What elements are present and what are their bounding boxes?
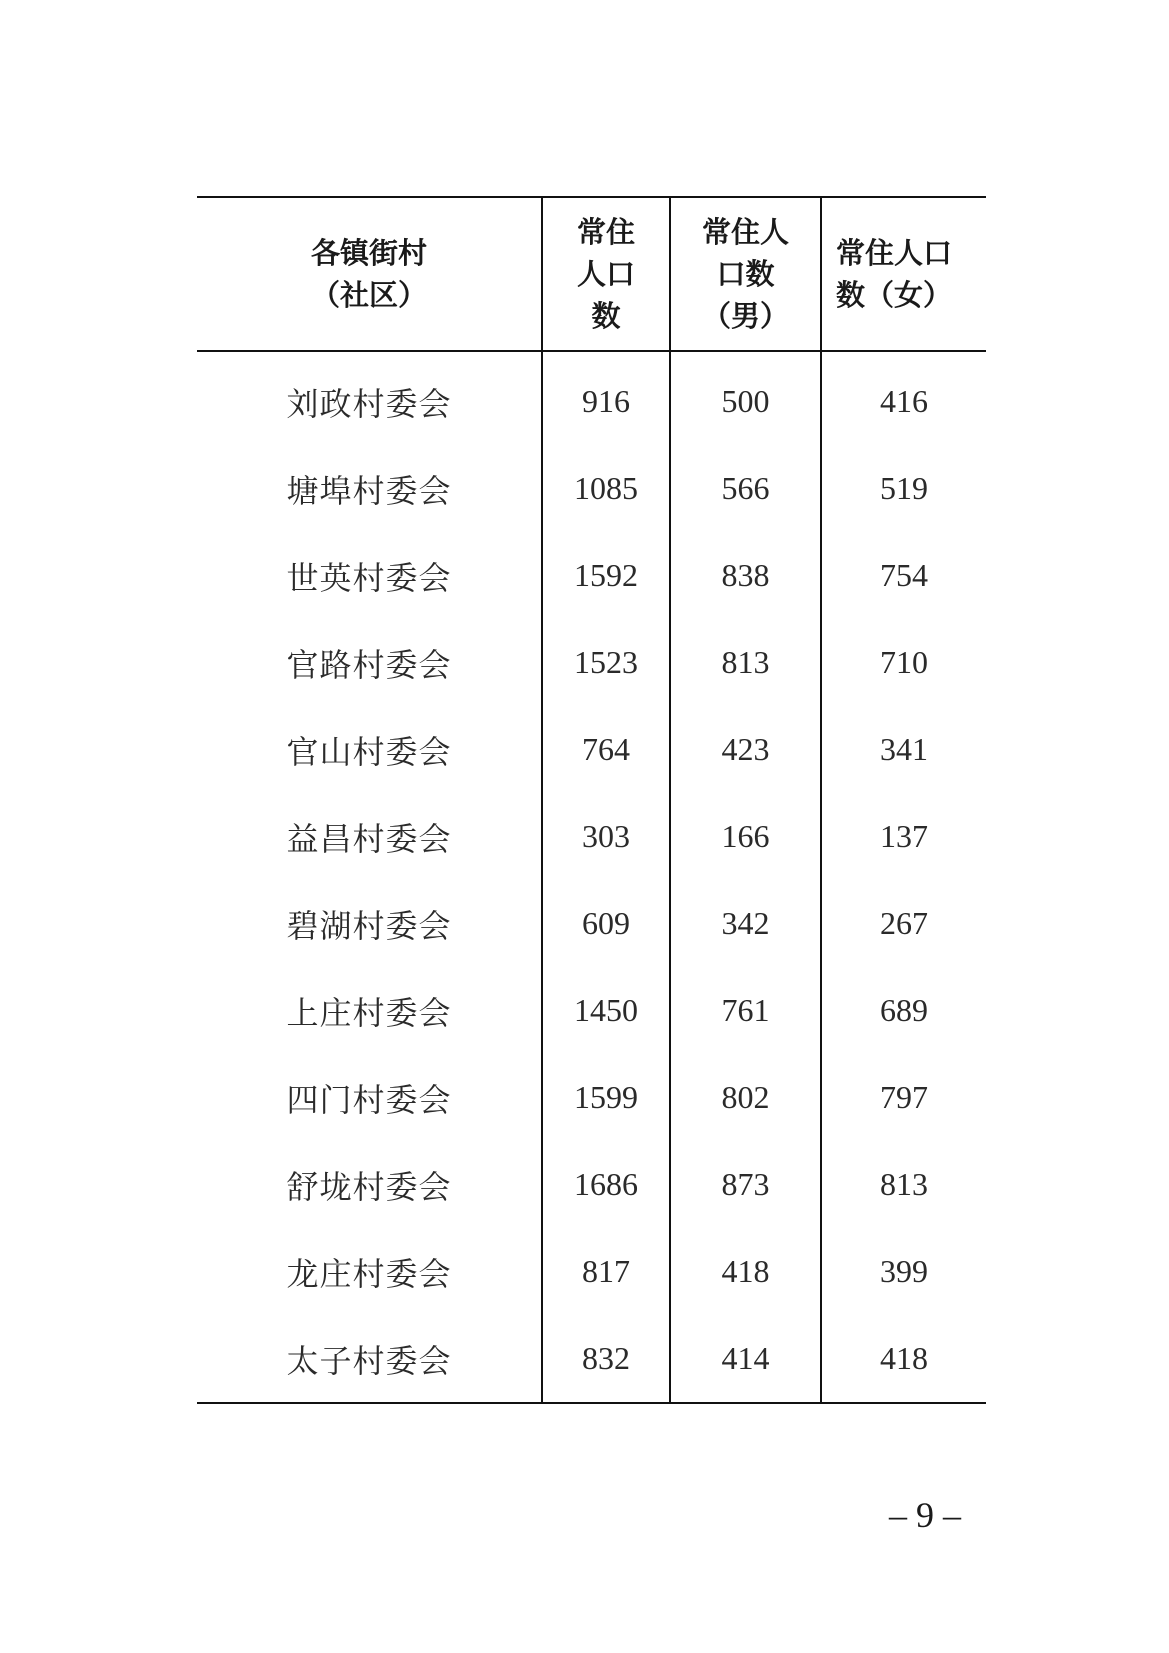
table-body [197, 351, 986, 1403]
resident-population-cell: 1592 [542, 532, 670, 619]
village-name-cell: 益昌村委会 [286, 819, 452, 858]
female-population-cell: 137 [821, 793, 986, 880]
village-name-cell: 四门村委会 [286, 1080, 452, 1119]
resident-population-cell: 609 [542, 880, 670, 967]
female-population-cell: 710 [821, 619, 986, 706]
table-row [197, 445, 986, 532]
table-row [197, 793, 986, 880]
female-population-cell: 418 [821, 1315, 986, 1403]
resident-population-cell: 1686 [542, 1141, 670, 1228]
female-population-cell: 399 [821, 1228, 986, 1315]
table-header-row [197, 197, 986, 351]
female-population-cell: 797 [821, 1054, 986, 1141]
male-population-cell: 838 [670, 532, 821, 619]
male-population-cell: 166 [670, 793, 821, 880]
village-name-cell: 世英村委会 [286, 558, 452, 597]
resident-population-cell: 764 [542, 706, 670, 793]
male-population-cell: 500 [670, 351, 821, 445]
male-population-cell: 566 [670, 445, 821, 532]
resident-population-cell: 916 [542, 351, 670, 445]
female-population-cell: 416 [821, 351, 986, 445]
table-row [197, 1315, 986, 1403]
table-row [197, 1228, 986, 1315]
village-name-cell: 刘政村委会 [286, 384, 452, 423]
resident-population-cell: 1523 [542, 619, 670, 706]
header-cell-male-population: 常住人 口数 （男） [670, 197, 821, 351]
table-row [197, 619, 986, 706]
table-row [197, 880, 986, 967]
male-population-cell: 761 [670, 967, 821, 1054]
female-population-cell: 519 [821, 445, 986, 532]
table-row [197, 967, 986, 1054]
village-name-cell: 官路村委会 [286, 645, 452, 684]
header-cell-village: 各镇街村 （社区） [197, 197, 542, 351]
female-population-cell: 341 [821, 706, 986, 793]
resident-population-cell: 1085 [542, 445, 670, 532]
male-population-cell: 802 [670, 1054, 821, 1141]
male-population-cell: 418 [670, 1228, 821, 1315]
table-row [197, 1054, 986, 1141]
male-population-cell: 423 [670, 706, 821, 793]
village-name-cell: 碧湖村委会 [286, 906, 452, 945]
village-name-cell: 塘埠村委会 [286, 471, 452, 510]
village-name-cell: 上庄村委会 [286, 993, 452, 1032]
resident-population-cell: 1599 [542, 1054, 670, 1141]
resident-population-cell: 1450 [542, 967, 670, 1054]
village-name-cell: 官山村委会 [286, 732, 452, 771]
header-cell-resident-population: 常住 人口 数 [542, 197, 670, 351]
female-population-cell: 689 [821, 967, 986, 1054]
resident-population-cell: 832 [542, 1315, 670, 1403]
table-row [197, 706, 986, 793]
male-population-cell: 813 [670, 619, 821, 706]
resident-population-cell: 817 [542, 1228, 670, 1315]
village-name-cell: 太子村委会 [286, 1341, 452, 1380]
female-population-cell: 754 [821, 532, 986, 619]
table-row [197, 351, 986, 445]
table-row [197, 532, 986, 619]
female-population-cell: 813 [821, 1141, 986, 1228]
page-number: – 9 – [889, 1495, 961, 1535]
table-row [197, 1141, 986, 1228]
male-population-cell: 342 [670, 880, 821, 967]
header-cell-female-population: 常住人口 数（女） [821, 197, 986, 351]
female-population-cell: 267 [821, 880, 986, 967]
population-table [197, 196, 986, 1404]
resident-population-cell: 303 [542, 793, 670, 880]
male-population-cell: 414 [670, 1315, 821, 1403]
male-population-cell: 873 [670, 1141, 821, 1228]
village-name-cell: 龙庄村委会 [286, 1254, 452, 1293]
village-name-cell: 舒垅村委会 [286, 1167, 452, 1206]
